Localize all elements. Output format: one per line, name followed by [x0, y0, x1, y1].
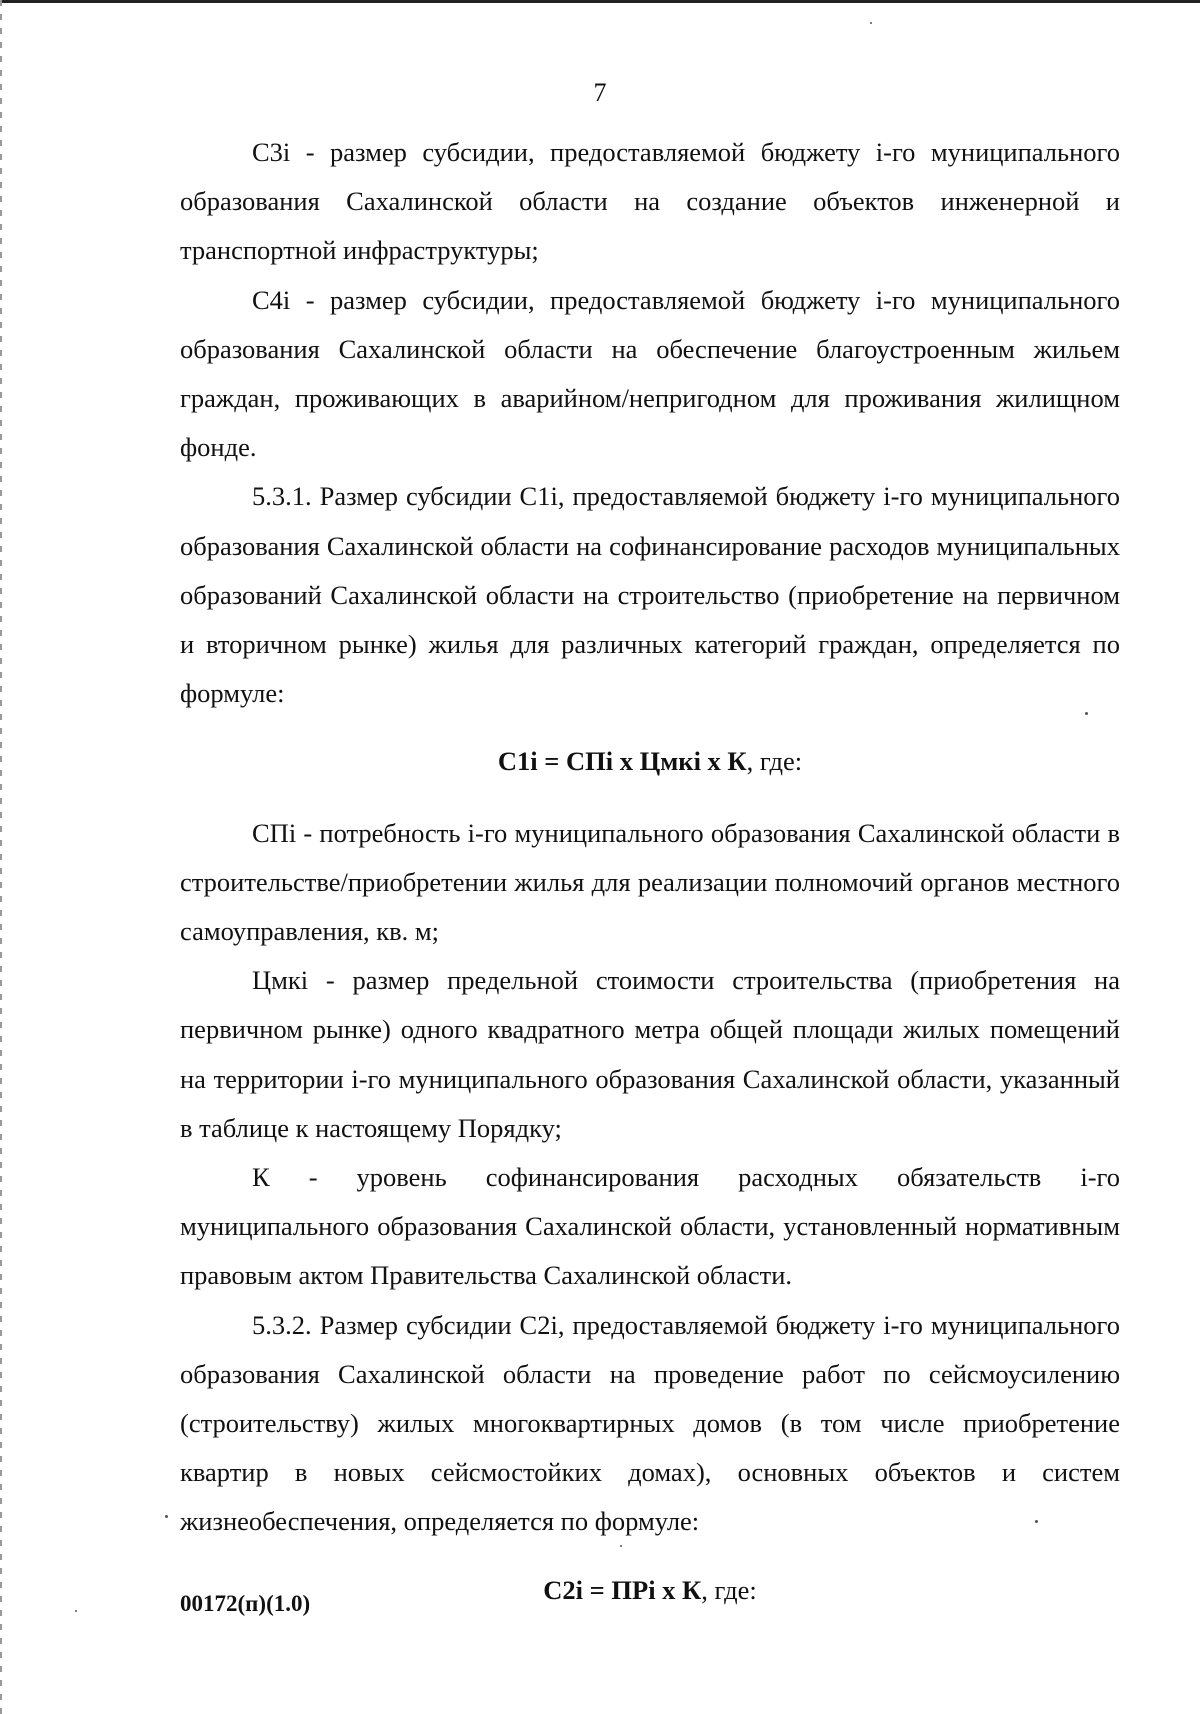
formula-c1i-suffix: , где: — [746, 746, 803, 777]
scan-speck — [1085, 712, 1088, 715]
paragraph-c3i-definition: С3i - размер субсидии, предоставляемой бюджету i-го муниципального образования Сахалинской области на создание объектов инженерной и транспортной инфраструктуры; — [180, 137, 1120, 266]
formula-c2i-expression: С2i = ПРi х К — [543, 1574, 702, 1605]
scan-speck — [620, 1545, 622, 1547]
document-body — [180, 128, 1120, 1637]
paragraph-5-3-1: 5.3.1. Размер субсидии С1i, предоставляемой бюджету i-го муниципального образования Сахалинской области на софинансирование расходов муниципальных образований Сахалинской области на строительство (приобретение на первичном и вторичном рынке) жилья для различных категорий граждан, определяется по формуле: — [180, 481, 1120, 709]
formula-c1i — [180, 737, 1120, 786]
page-number: 7 — [593, 78, 607, 107]
paragraph-c4i-definition: С4i - размер субсидии, предоставляемой бюджету i-го муниципального образования Сахалинской области на обеспечение благоустроенным жильем граждан, проживающих в аварийном/непригодном для проживания жилищном фонде. — [180, 284, 1120, 463]
top-border-line — [0, 0, 1200, 3]
scan-speck — [165, 1515, 168, 1518]
scan-speck — [1035, 1520, 1038, 1523]
scan-speck — [75, 1610, 77, 1612]
paragraph-5-3-2: 5.3.2. Размер субсидии С2i, предоставляемой бюджету i-го муниципального образования Сахалинской области на проведение работ по сейсмоусилению (строительству) жилых многоквартирных домов (в том числе приобретение квартир в новых сейсмостойких домах), основных объектов и систем жизнеобеспечения, определяется по формуле: — [180, 1309, 1120, 1537]
scan-speck — [870, 22, 872, 24]
paragraph-spi-definition: СПi - потребность i-го муниципального образования Сахалинской области в строительстве/приобретении жилья для реализации полномочий органов местного самоуправления, кв. м; — [180, 817, 1120, 947]
formula-c1i-expression: С1i = СПi х Цмкi х К — [497, 746, 747, 777]
paragraph-k-definition: К - уровень софинансирования расходных обязательств i-го муниципального образования Сахалинской области, установленный нормативным правовым актом Правительства Сахалинской области. — [180, 1162, 1120, 1291]
formula-c2i-suffix: , где: — [701, 1574, 757, 1605]
left-scan-edge — [0, 0, 2, 1714]
formula-c2i — [180, 1566, 1120, 1615]
document-code: 00172(п)(1.0) — [180, 1591, 311, 1616]
paragraph-cmki-definition: Цмкi - размер предельной стоимости строительства (приобретения на первичном рынке) одного квадратного метра общей площади жилых помещений на территории i-го муниципального образования Сахалинской области, указанный в таблице к настоящему Порядку; — [180, 965, 1120, 1143]
